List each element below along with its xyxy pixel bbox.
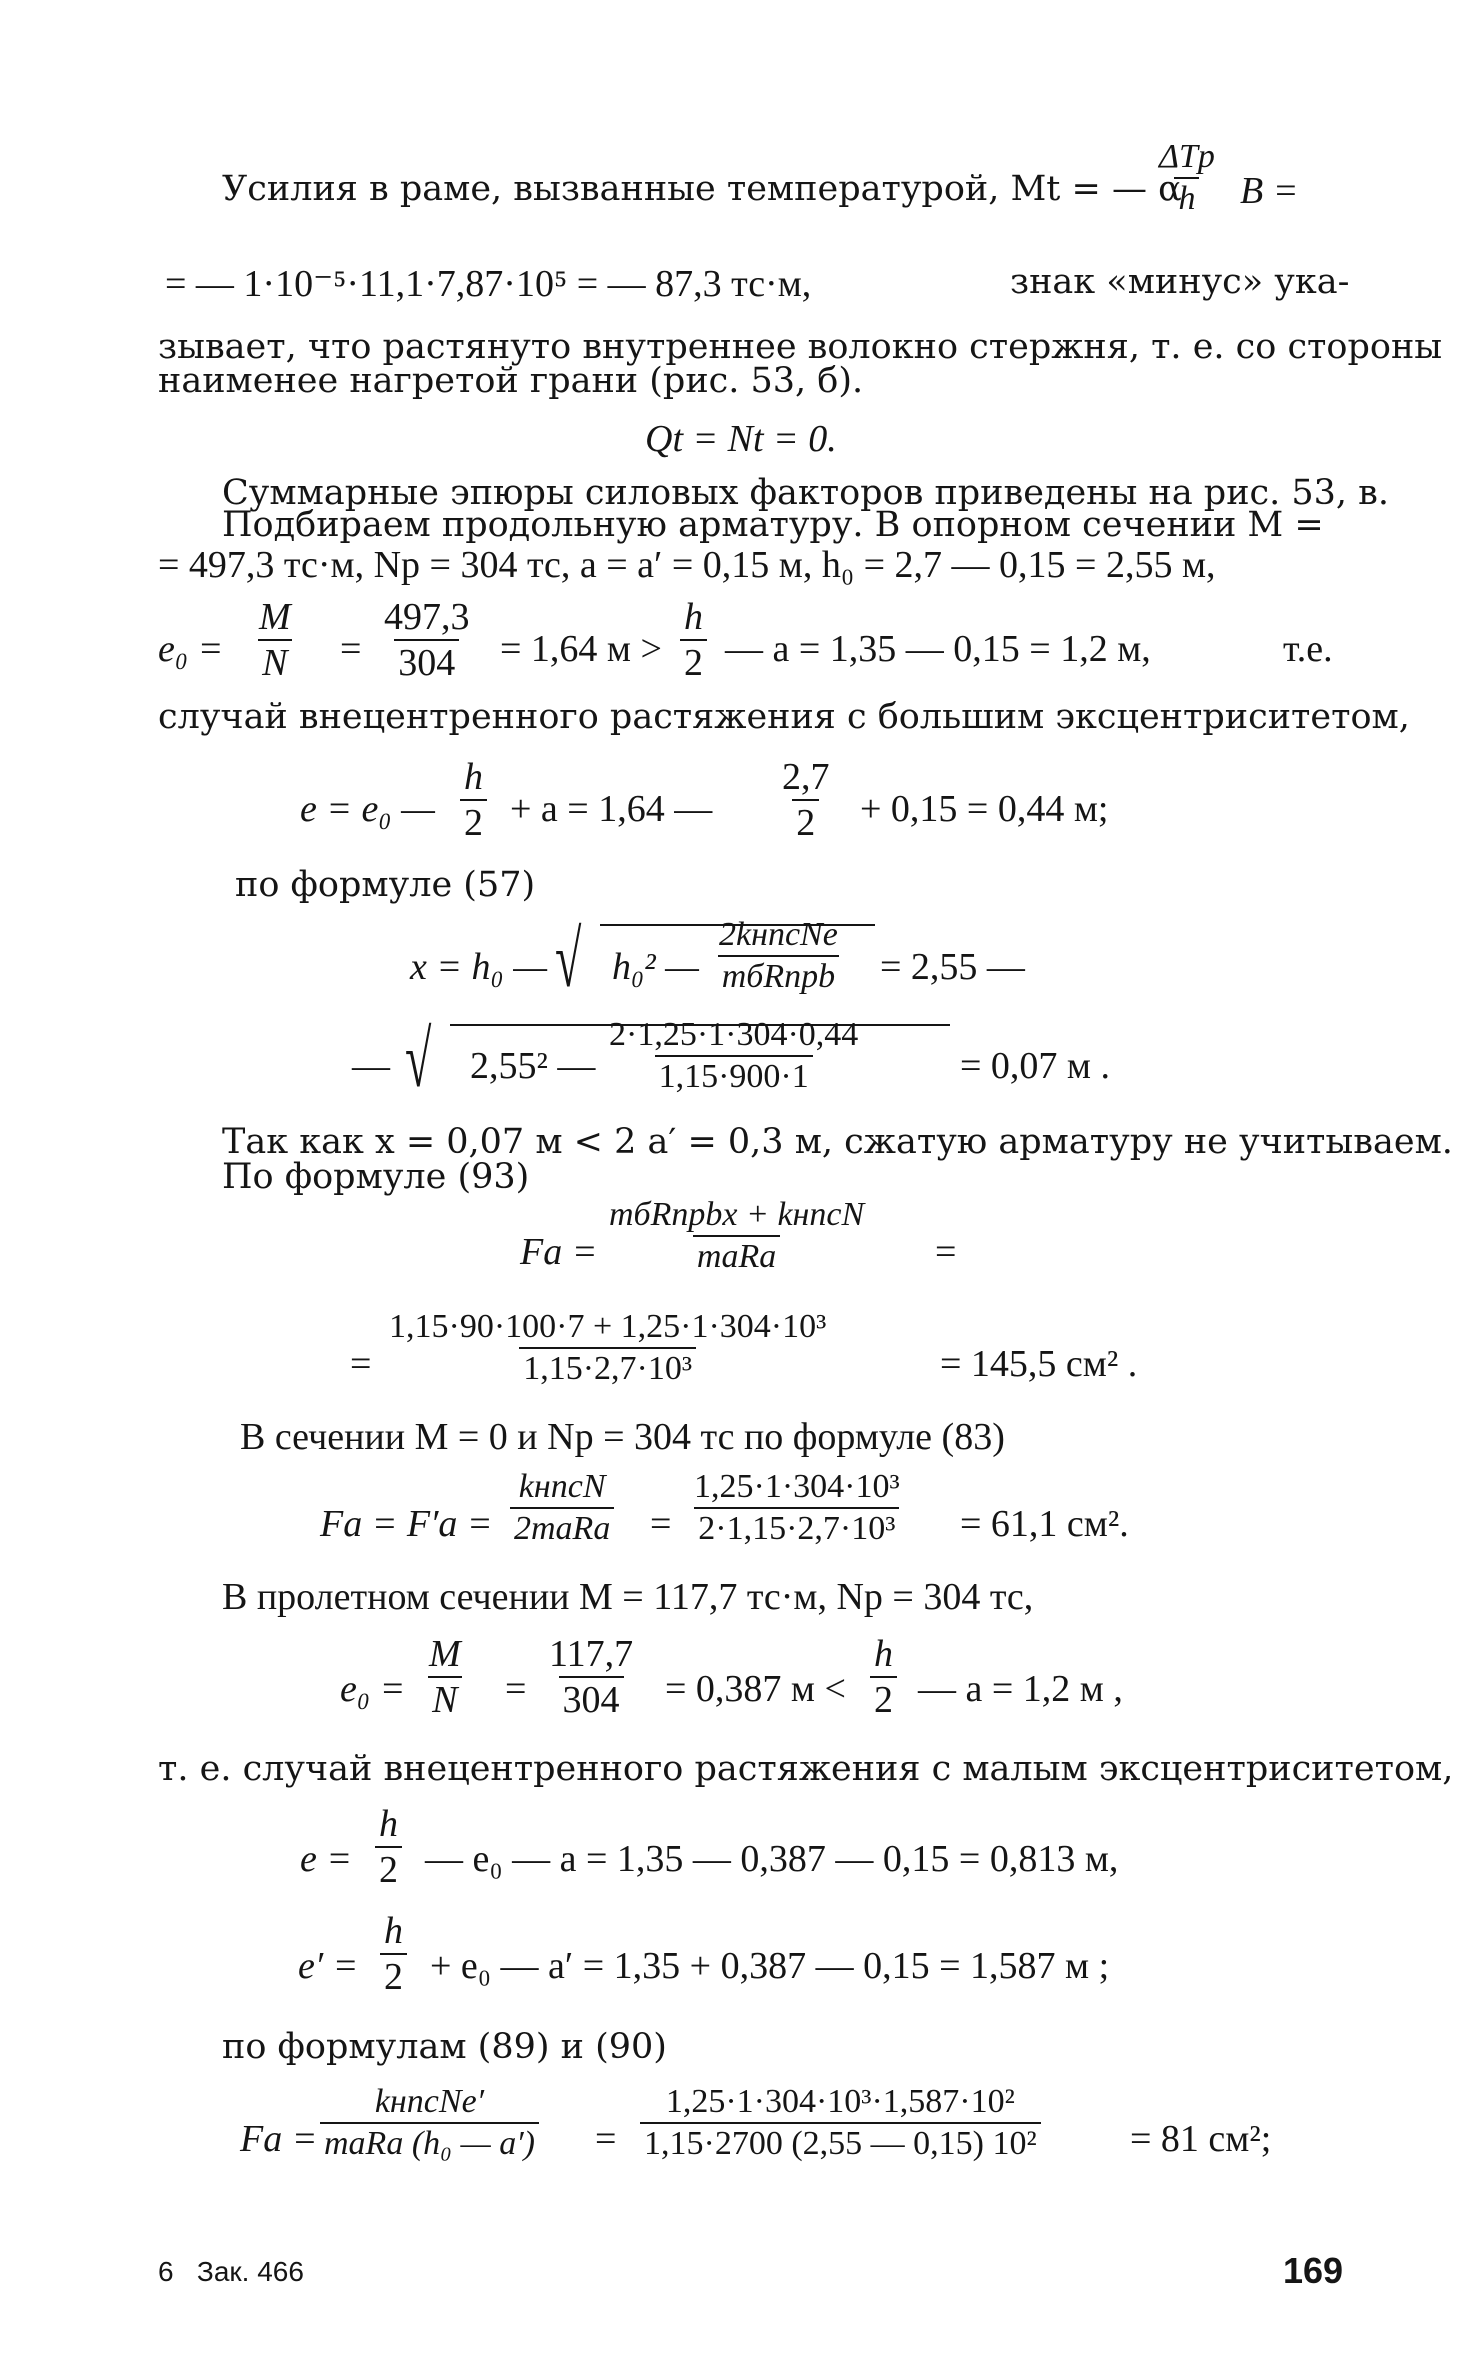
fraction-h-2	[870, 1635, 897, 1719]
formula-fa-fa-prime: Fa = F′a =	[320, 1503, 493, 1545]
text-line-1: Усилия в раме, вызванные температурой, Mt = — α	[222, 169, 1182, 209]
formula-b-equals: B =	[1240, 170, 1299, 212]
fraction-497-304	[380, 598, 474, 682]
text-line-3: зывает, что растянуто внутреннее волокно стержня, т. е. со стороны	[158, 327, 1443, 367]
fraction-denominator: 1,15·2,7·10³	[519, 1347, 696, 1386]
fraction-fa-small-ecc	[320, 2085, 539, 2161]
formula-qt-nt: Qt = Nt = 0.	[645, 418, 837, 460]
formula-mt-value: = — 1·10⁻⁵·11,1·7,87·10⁵ = — 87,3 тс·м,	[165, 263, 812, 305]
formula-255-squared: 2,55² —	[470, 1045, 596, 1087]
formula-fa-label: Fa =	[520, 1231, 598, 1273]
formula-x-value: = 2,55 —	[880, 946, 1025, 988]
text-line-2-right: знак «минус» ука-	[1010, 262, 1350, 302]
fraction-denominator: 2	[375, 1846, 402, 1889]
text-line-19: В сечении M = 0 и Np = 304 тс по формуле (83)	[240, 1416, 1005, 1458]
fraction-61-numeric	[690, 1470, 904, 1546]
text-line-7: Подбираем продольную арматуру. В опорном сечении M =	[222, 505, 1324, 545]
fraction-numeric-x	[605, 1018, 862, 1094]
formula-support-section-values: = 497,3 тс·м, Np = 304 тс, a = a′ = 0,15 м, h₀ = 2,7 — 0,15 = 2,55 м,	[158, 544, 1216, 586]
fraction-denominator: 2	[870, 1676, 897, 1719]
equals-sign: =	[650, 1503, 672, 1545]
formula-e0-label: e₀ =	[158, 628, 224, 670]
text-line-26: по формулам (89) и (90)	[222, 2027, 667, 2067]
fraction-denominator: h	[1174, 177, 1199, 216]
formula-x-start: x = h₀ —	[410, 946, 548, 988]
fraction-2knnc-ne	[715, 918, 842, 994]
fraction-numerator: 497,3	[384, 596, 470, 638]
print-order-note: 6 Зак. 466	[158, 2256, 304, 2287]
fraction-numerator: 117,7	[549, 1633, 634, 1675]
fraction-h-2	[375, 1805, 402, 1889]
fraction-numerator: kнncNe′	[374, 2083, 485, 2120]
fraction-denominator: 1,15·2700 (2,55 — 0,15) 10²	[640, 2122, 1041, 2161]
fraction-numerator: mбRпрbx + kнncN	[609, 1196, 865, 1233]
formula-fa-label: Fa =	[240, 2118, 318, 2160]
fraction-numerator: M	[429, 1633, 461, 1675]
formula-e-result: + 0,15 = 0,44 м;	[860, 788, 1109, 830]
fraction-denominator: 2	[460, 799, 487, 842]
fraction-numerator: 1,15·90·100·7 + 1,25·1·304·10³	[389, 1308, 827, 1345]
fraction-fa-small-ecc-numeric	[640, 2085, 1041, 2161]
equals-sign: =	[935, 1231, 957, 1273]
formula-x-result: = 0,07 м .	[960, 1045, 1110, 1087]
formula-e0-value: = 1,64 м >	[500, 628, 662, 670]
text-line-21: В пролетном сечении M = 117,7 тс·м, Np = 304 тс,	[222, 1576, 1034, 1618]
fraction-numerator: h	[684, 596, 703, 638]
text-te: т.е.	[1283, 628, 1333, 670]
formula-fa-small-ecc-result: = 81 см²;	[1130, 2118, 1272, 2160]
fraction-numerator: 2kнncNe	[719, 916, 838, 953]
fraction-denominator: 2·1,15·2,7·10³	[694, 1507, 899, 1546]
text-line-6: Суммарные эпюры силовых факторов приведены на рис. 53, в.	[222, 473, 1390, 513]
fraction-27-2	[778, 758, 834, 842]
fraction-fa-general	[605, 1198, 868, 1274]
text-line-23: т. е. случай внецентренного растяжения с малым эксцентриситетом,	[158, 1749, 1454, 1789]
minus-sign: —	[352, 1045, 390, 1087]
fraction-denominator: mбRпрb	[718, 955, 839, 994]
fraction-denominator: maRa	[693, 1235, 780, 1274]
sqrt-sign-icon: √	[555, 916, 582, 1004]
text-line-16: По формуле (93)	[222, 1157, 530, 1197]
fraction-denominator: 1,15·900·1	[655, 1055, 813, 1094]
formula-e-middle: + a = 1,64 —	[510, 788, 713, 830]
fraction-h-2	[380, 1912, 407, 1996]
fraction-denominator: 2	[680, 639, 707, 682]
fraction-denominator: N	[258, 639, 291, 682]
equals-sign: =	[505, 1668, 527, 1710]
fraction-numerator: M	[259, 596, 291, 638]
fraction-numerator: h	[379, 1803, 398, 1845]
fraction-numerator: h	[874, 1633, 893, 1675]
text-line-15: Так как x = 0,07 м < 2 a′ = 0,3 м, сжатую арматуру не учитываем.	[222, 1122, 1453, 1162]
fraction-numerator: ΔTp	[1159, 138, 1215, 175]
formula-e0-span-compare: — a = 1,2 м ,	[918, 1668, 1123, 1710]
formula-h0-squared: h₀² —	[612, 946, 699, 988]
fraction-denominator: maRa (h₀ — a′)	[320, 2122, 539, 2161]
fraction-fa-numeric	[385, 1310, 830, 1386]
fraction-denominator: 2maRa	[510, 1507, 614, 1546]
formula-61-result: = 61,1 см².	[960, 1503, 1129, 1545]
fraction-numerator: h	[464, 756, 483, 798]
formula-e-prime-label: e′ =	[298, 1945, 359, 1987]
page-number: 169	[1283, 2250, 1344, 2291]
fraction-denominator: 304	[559, 1676, 624, 1719]
equals-sign: =	[595, 2118, 617, 2160]
fraction-m-n	[425, 1635, 465, 1719]
formula-e-start: e = e₀ —	[300, 788, 435, 830]
formula-e-small-label: e =	[300, 1838, 353, 1880]
fraction-numerator: h	[384, 1910, 403, 1952]
text-line-12: по формуле (57)	[235, 865, 536, 905]
fraction-numerator: 1,25·1·304·10³	[694, 1468, 900, 1505]
formula-e-prime-value: + e₀ — a′ = 1,35 + 0,387 — 0,15 = 1,587 м ;	[430, 1945, 1110, 1987]
formula-e0-label: e₀ =	[340, 1668, 406, 1710]
text-line-10: случай внецентренного растяжения с большим эксцентриситетом,	[158, 697, 1410, 737]
text-line-4: наименее нагретой грани (рис. 53, б).	[158, 361, 864, 401]
fraction-h-2	[460, 758, 487, 842]
formula-e0-compare: — a = 1,35 — 0,15 = 1,2 м,	[725, 628, 1151, 670]
formula-e-small-value: — e₀ — a = 1,35 — 0,387 — 0,15 = 0,813 м,	[425, 1838, 1119, 1880]
formula-e0-span-value: = 0,387 м <	[665, 1668, 846, 1710]
fraction-denominator: 2	[380, 1953, 407, 1996]
fraction-dtp-h	[1155, 140, 1219, 216]
fraction-denominator: 304	[394, 639, 459, 682]
fraction-denominator: N	[428, 1676, 461, 1719]
equals-sign: =	[340, 628, 362, 670]
fraction-h-2	[680, 598, 707, 682]
fraction-m-n	[255, 598, 295, 682]
sqrt-sign-icon: √	[405, 1016, 432, 1104]
fraction-knncn-2mara	[510, 1470, 614, 1546]
fraction-numerator: kнncN	[518, 1468, 606, 1505]
fraction-numerator: 1,25·1·304·10³·1,587·10²	[665, 2083, 1015, 2120]
equals-sign: =	[350, 1343, 372, 1385]
fraction-numerator: 2·1,25·1·304·0,44	[609, 1016, 859, 1053]
fraction-numerator: 2,7	[782, 756, 830, 798]
fraction-denominator: 2	[792, 799, 819, 842]
formula-fa-result: = 145,5 см² .	[940, 1343, 1138, 1385]
fraction-117-304	[545, 1635, 637, 1719]
